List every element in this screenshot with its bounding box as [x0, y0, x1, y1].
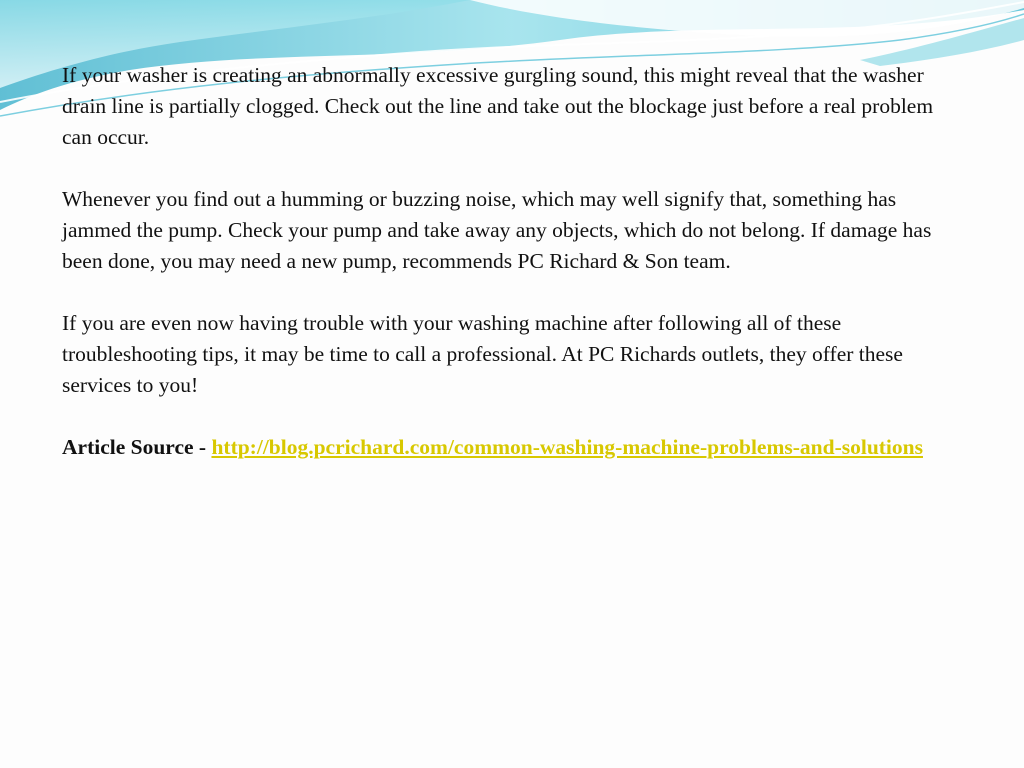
paragraph-professional: If you are even now having trouble with your washing machine after following all of these troubleshooting tips, it may be time to call a professional. At PC Richards outlets, they offer these services to you! [62, 311, 903, 397]
article-source-label: Article Source - [62, 435, 212, 459]
article-source [62, 432, 962, 463]
paragraph-humming: Whenever you find out a humming or buzzing noise, which may well signify that, something has jammed the pump. Check your pump and take away any objects, which do not belong. If damage has been done, you may need a new pump, recommends PC Richard & Son team. [62, 187, 932, 273]
slide-body [62, 60, 962, 463]
paragraph-gurgling: If your washer is creating an abnormally excessive gurgling sound, this might reveal that the washer drain line is partially clogged. Check out the line and take out the blockage just before a real problem can occur. [62, 63, 934, 149]
article-source-link[interactable]: http://blog.pcrichard.com/common-washing-machine-problems-and-solutions [211, 435, 923, 459]
